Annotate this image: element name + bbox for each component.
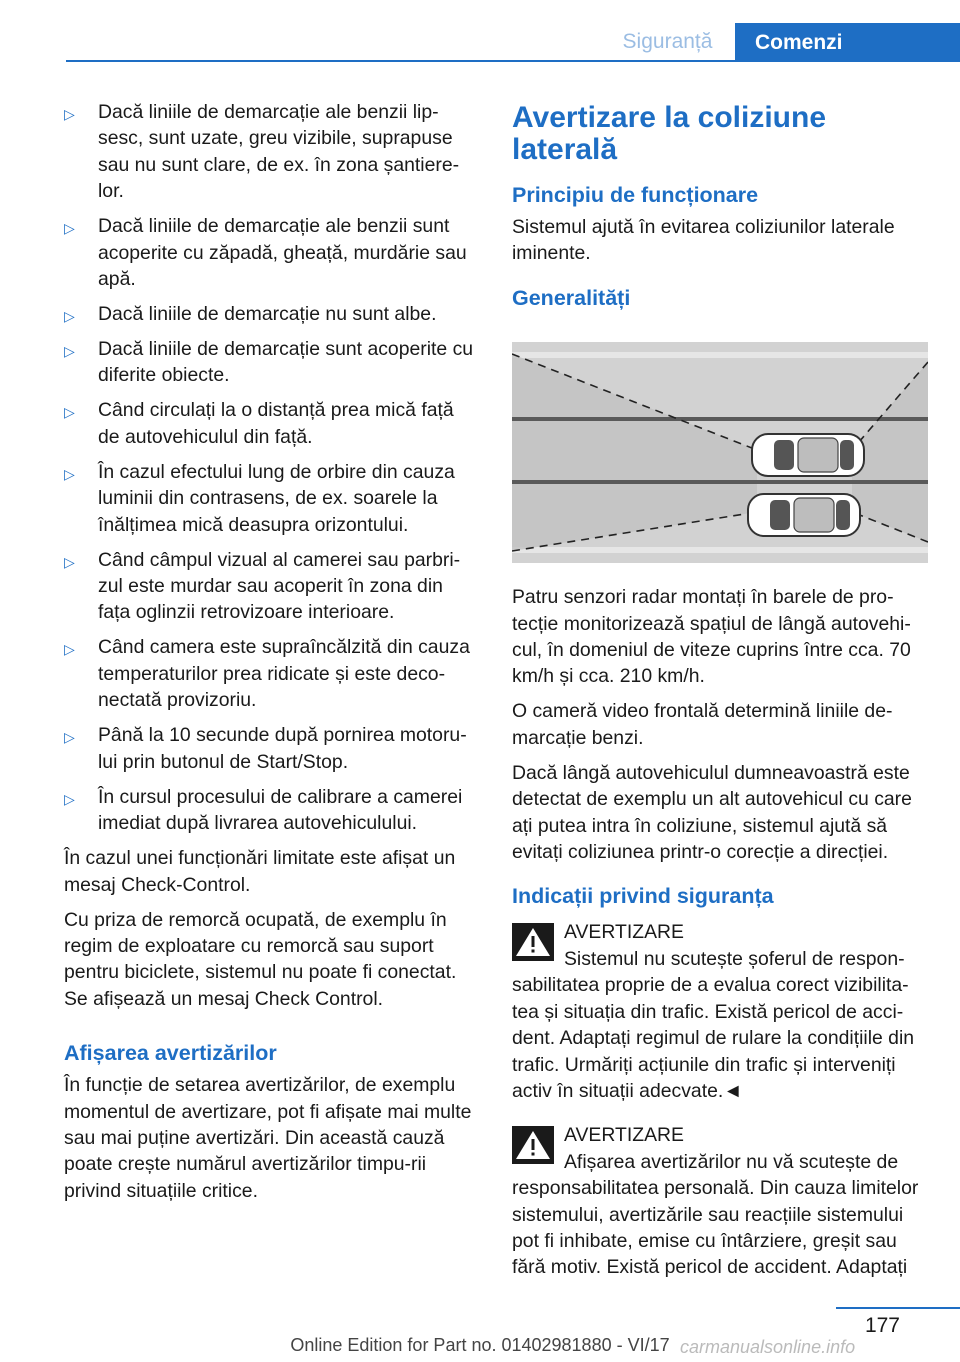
list-item: ▷ Dacă liniile de demarcație ale benzii lip‐sesc, sunt uzate, greu vizibile, suprapuse sau nu sunt clare, de ex. în zona șantiere‐lor. <box>64 101 460 203</box>
trailer-paragraph: Cu priza de remorcă ocupată, de exemplu în regim de exploatare cu remorcă sau suport pentru biciclete, sistemul nu poate fi conectat. Se afișează un mesaj Check Control. <box>64 908 457 1010</box>
list-item: ▷ În cursul procesului de calibrare a camerei imediat după livrarea autovehiculului. <box>64 785 463 835</box>
triangle-bullet-icon: ▷ <box>64 106 75 122</box>
section-title: Avertizare la coliziune laterală <box>512 101 827 166</box>
triangle-bullet-icon: ▷ <box>64 790 75 807</box>
camera-paragraph: O cameră video frontală determină liniile de‐marcație benzi. <box>512 700 893 749</box>
list-item: ▷ Dacă liniile de demarcație nu sunt albe. <box>64 301 480 327</box>
triangle-bullet-icon: ▷ <box>64 729 75 746</box>
left-column <box>64 99 480 1213</box>
warning-text: responsabilitatea personală. Din cauza limitelor sistemului, avertizările sau reacțiile sistemului pot fi inhibate, emise cu întârziere, greșit sau fără motiv. Există pericol de accident. Adaptați <box>512 1177 919 1279</box>
safety-heading: Indicații privind siguranța <box>512 884 774 909</box>
warning-first-line: Sistemul nu scutește șoferul de respon‐ <box>564 947 905 970</box>
warning-title: AVERTIZARE <box>564 1124 684 1147</box>
list-item: ▷ Când camera este supraîncălzită din cauza temperaturilor prea ridicate și este deco‐nectată provizoriu. <box>64 636 470 712</box>
header-section-link[interactable]: Siguranță <box>622 30 713 53</box>
side-collision-illustration <box>512 342 928 563</box>
triangle-bullet-icon: ▷ <box>64 553 75 570</box>
list-item: ▷ Dacă liniile de demarcație ale benzii sunt acoperite cu zăpadă, gheață, murdărie sau apă. <box>64 215 467 291</box>
list-item: ▷ Dacă liniile de demarcație sunt acoperite cu diferite obiecte. <box>64 338 474 387</box>
principle-heading: Principiu de funcționare <box>512 183 759 207</box>
header-chapter-tab[interactable]: Comenzi <box>735 23 960 61</box>
warning-triangle-icon <box>512 923 554 961</box>
triangle-bullet-icon: ▷ <box>64 308 75 325</box>
general-heading: Generalități <box>512 285 631 310</box>
triangle-bullet-icon: ▷ <box>64 220 75 237</box>
list-item: ▷ Când câmpul vizual al camerei sau parbri‐zul este murdar sau acoperit în zona din fața oglinzii retrovizoare interioare. <box>64 548 461 624</box>
triangle-bullet-icon: ▷ <box>64 343 75 360</box>
watermark: carmanualsonline.info <box>680 1337 856 1357</box>
triangle-bullet-icon: ▷ <box>64 641 75 658</box>
list-item: ▷ Până la 10 secunde după pornirea motoru‐lui prin butonul de Start/Stop. <box>64 724 467 773</box>
warning-box <box>512 919 930 1104</box>
triangle-bullet-icon: ▷ <box>64 465 75 482</box>
page-number: 177 <box>864 1314 900 1337</box>
right-column <box>512 102 930 1289</box>
check-control-paragraph: În cazul unei funcționări limitate este afișat un mesaj Check-Control. <box>64 847 456 896</box>
warning-box <box>512 1122 930 1280</box>
limitations-list <box>64 99 480 837</box>
list-item: ▷ Când circulați la o distanță prea mică față de autovehiculul din față. <box>64 399 454 448</box>
principle-paragraph: Sistemul ajută în evitarea coliziunilor laterale iminente. <box>512 216 895 265</box>
steering-paragraph: Dacă lângă autovehiculul dumneavoastră este detectat de exemplu un alt autovehicul cu care ați putea intra în coliziune, sistemul ajută să evitați coliziunea printr-o corecție a direcției. <box>512 761 912 864</box>
radar-paragraph: Patru senzori radar montați în barele de pro‐tecție monitorizează spațiul de lângă autovehi‐cul, în domeniul de viteze cuprins între cca. 70 km/h și cca. 210 km/h. <box>512 586 911 688</box>
edition-footer: Online Edition for Part no. 01402981880 - VI/17 <box>290 1335 670 1355</box>
warning-title: AVERTIZARE <box>564 921 684 944</box>
triangle-bullet-icon: ▷ <box>64 404 75 421</box>
warning-text: sabilitatea proprie de a evalua corect vizibilita‐tea și situația din trafic. Există pericol de acci‐dent. Adaptați regimul de rulare la condițiile din trafic. Urmăriți acțiunile din trafic și interveniți activ în situații adecvate.◄ <box>512 974 915 1102</box>
list-item: ▷ În cazul efectului lung de orbire din cauza luminii din contrasens, de ex. soarele la înălțimea mică deasupra orizontului. <box>64 460 455 536</box>
warnings-display-heading: Afișarea avertizărilor <box>64 1041 277 1066</box>
warning-first-line: Afișarea avertizărilor nu vă scutește de <box>564 1150 899 1173</box>
footer-rule <box>836 1307 960 1309</box>
warning-triangle-icon <box>512 1126 554 1164</box>
warnings-display-paragraph: În funcție de setarea avertizărilor, de exemplu momentul de avertizare, pot fi afișate mai multe sau mai puține avertizări. Din această cauză poate crește numărul avertizărilor timpu‐rii privind situațiile critice. <box>64 1074 472 1202</box>
